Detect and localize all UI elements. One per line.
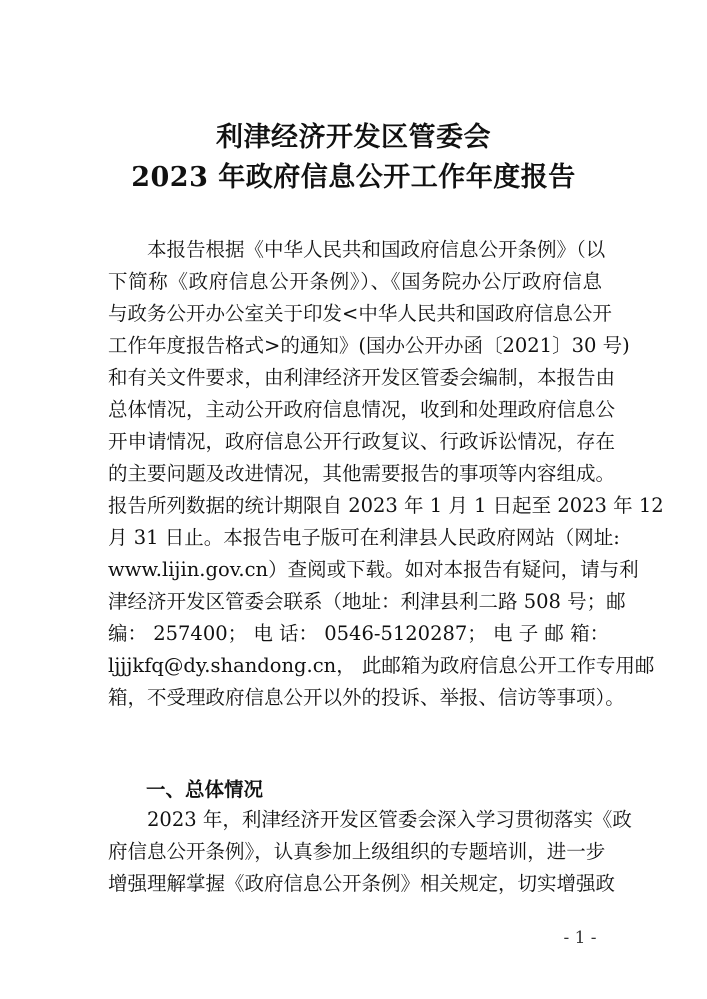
text-line: 下简称《政府信息公开条例》）、《国务院办公厅政府信息 xyxy=(108,270,602,293)
text-line: 总体情况，主动公开政府信息情况，收到和处理政府信息公 xyxy=(108,398,616,421)
overview-paragraph xyxy=(108,804,632,900)
text-line: 的主要问题及改进情况，其他需要报告的事项等内容组成。 xyxy=(108,462,616,485)
page-number: - 1 - xyxy=(563,928,597,948)
text-line: 增强理解掌握《政府信息公开条例》相关规定，切实增强政 xyxy=(108,872,616,895)
intro-paragraph xyxy=(108,234,664,714)
text-line: 2023 年，利津经济开发区管委会深入学习贯彻落实《政 xyxy=(147,808,632,831)
text-line: www.lijin.gov.cn）查阅或下载。如对本报告有疑问，请与利 xyxy=(108,558,639,581)
text-line: 开申请情况，政府信息公开行政复议、行政诉讼情况，存在 xyxy=(108,430,616,453)
text-line: 箱，不受理政府信息公开以外的投诉、举报、信访等事项）。 xyxy=(108,686,625,709)
document-title-line-2: 2023 年政府信息公开工作年度报告 xyxy=(131,162,576,193)
text-line: 工作年度报告格式>的通知》(国办公开办函〔2021〕30 号) xyxy=(108,334,630,357)
text-line: 月 31 日止。本报告电子版可在利津县人民政府网站（网址: xyxy=(108,526,620,549)
text-line: 报告所列数据的统计期限自 2023 年 1 月 1 日起至 2023 年 12 xyxy=(108,494,664,517)
text-line: 本报告根据《中华人民共和国政府信息公开条例》（以 xyxy=(147,238,606,261)
document-title-line-1: 利津经济开发区管委会 xyxy=(216,122,491,153)
text-line: 津经济开发区管委会联系（地址：利津县利二路 508 号；邮 xyxy=(108,590,626,613)
section-heading-overview: 一、总体情况 xyxy=(146,778,264,801)
text-line: ljjjkfq@dy.shandong.cn， 此邮箱为政府信息公开工作专用邮 xyxy=(108,654,655,677)
text-line: 与政务公开办公室关于印发<中华人民共和国政府信息公开 xyxy=(108,302,612,325)
text-line: 编： 257400； 电 话： 0546-5120287； 电 子 邮 箱： xyxy=(108,622,610,645)
text-line: 和有关文件要求，由利津经济开发区管委会编制，本报告由 xyxy=(108,366,616,389)
text-line: 府信息公开条例》，认真参加上级组织的专题培训，进一步 xyxy=(108,840,606,863)
